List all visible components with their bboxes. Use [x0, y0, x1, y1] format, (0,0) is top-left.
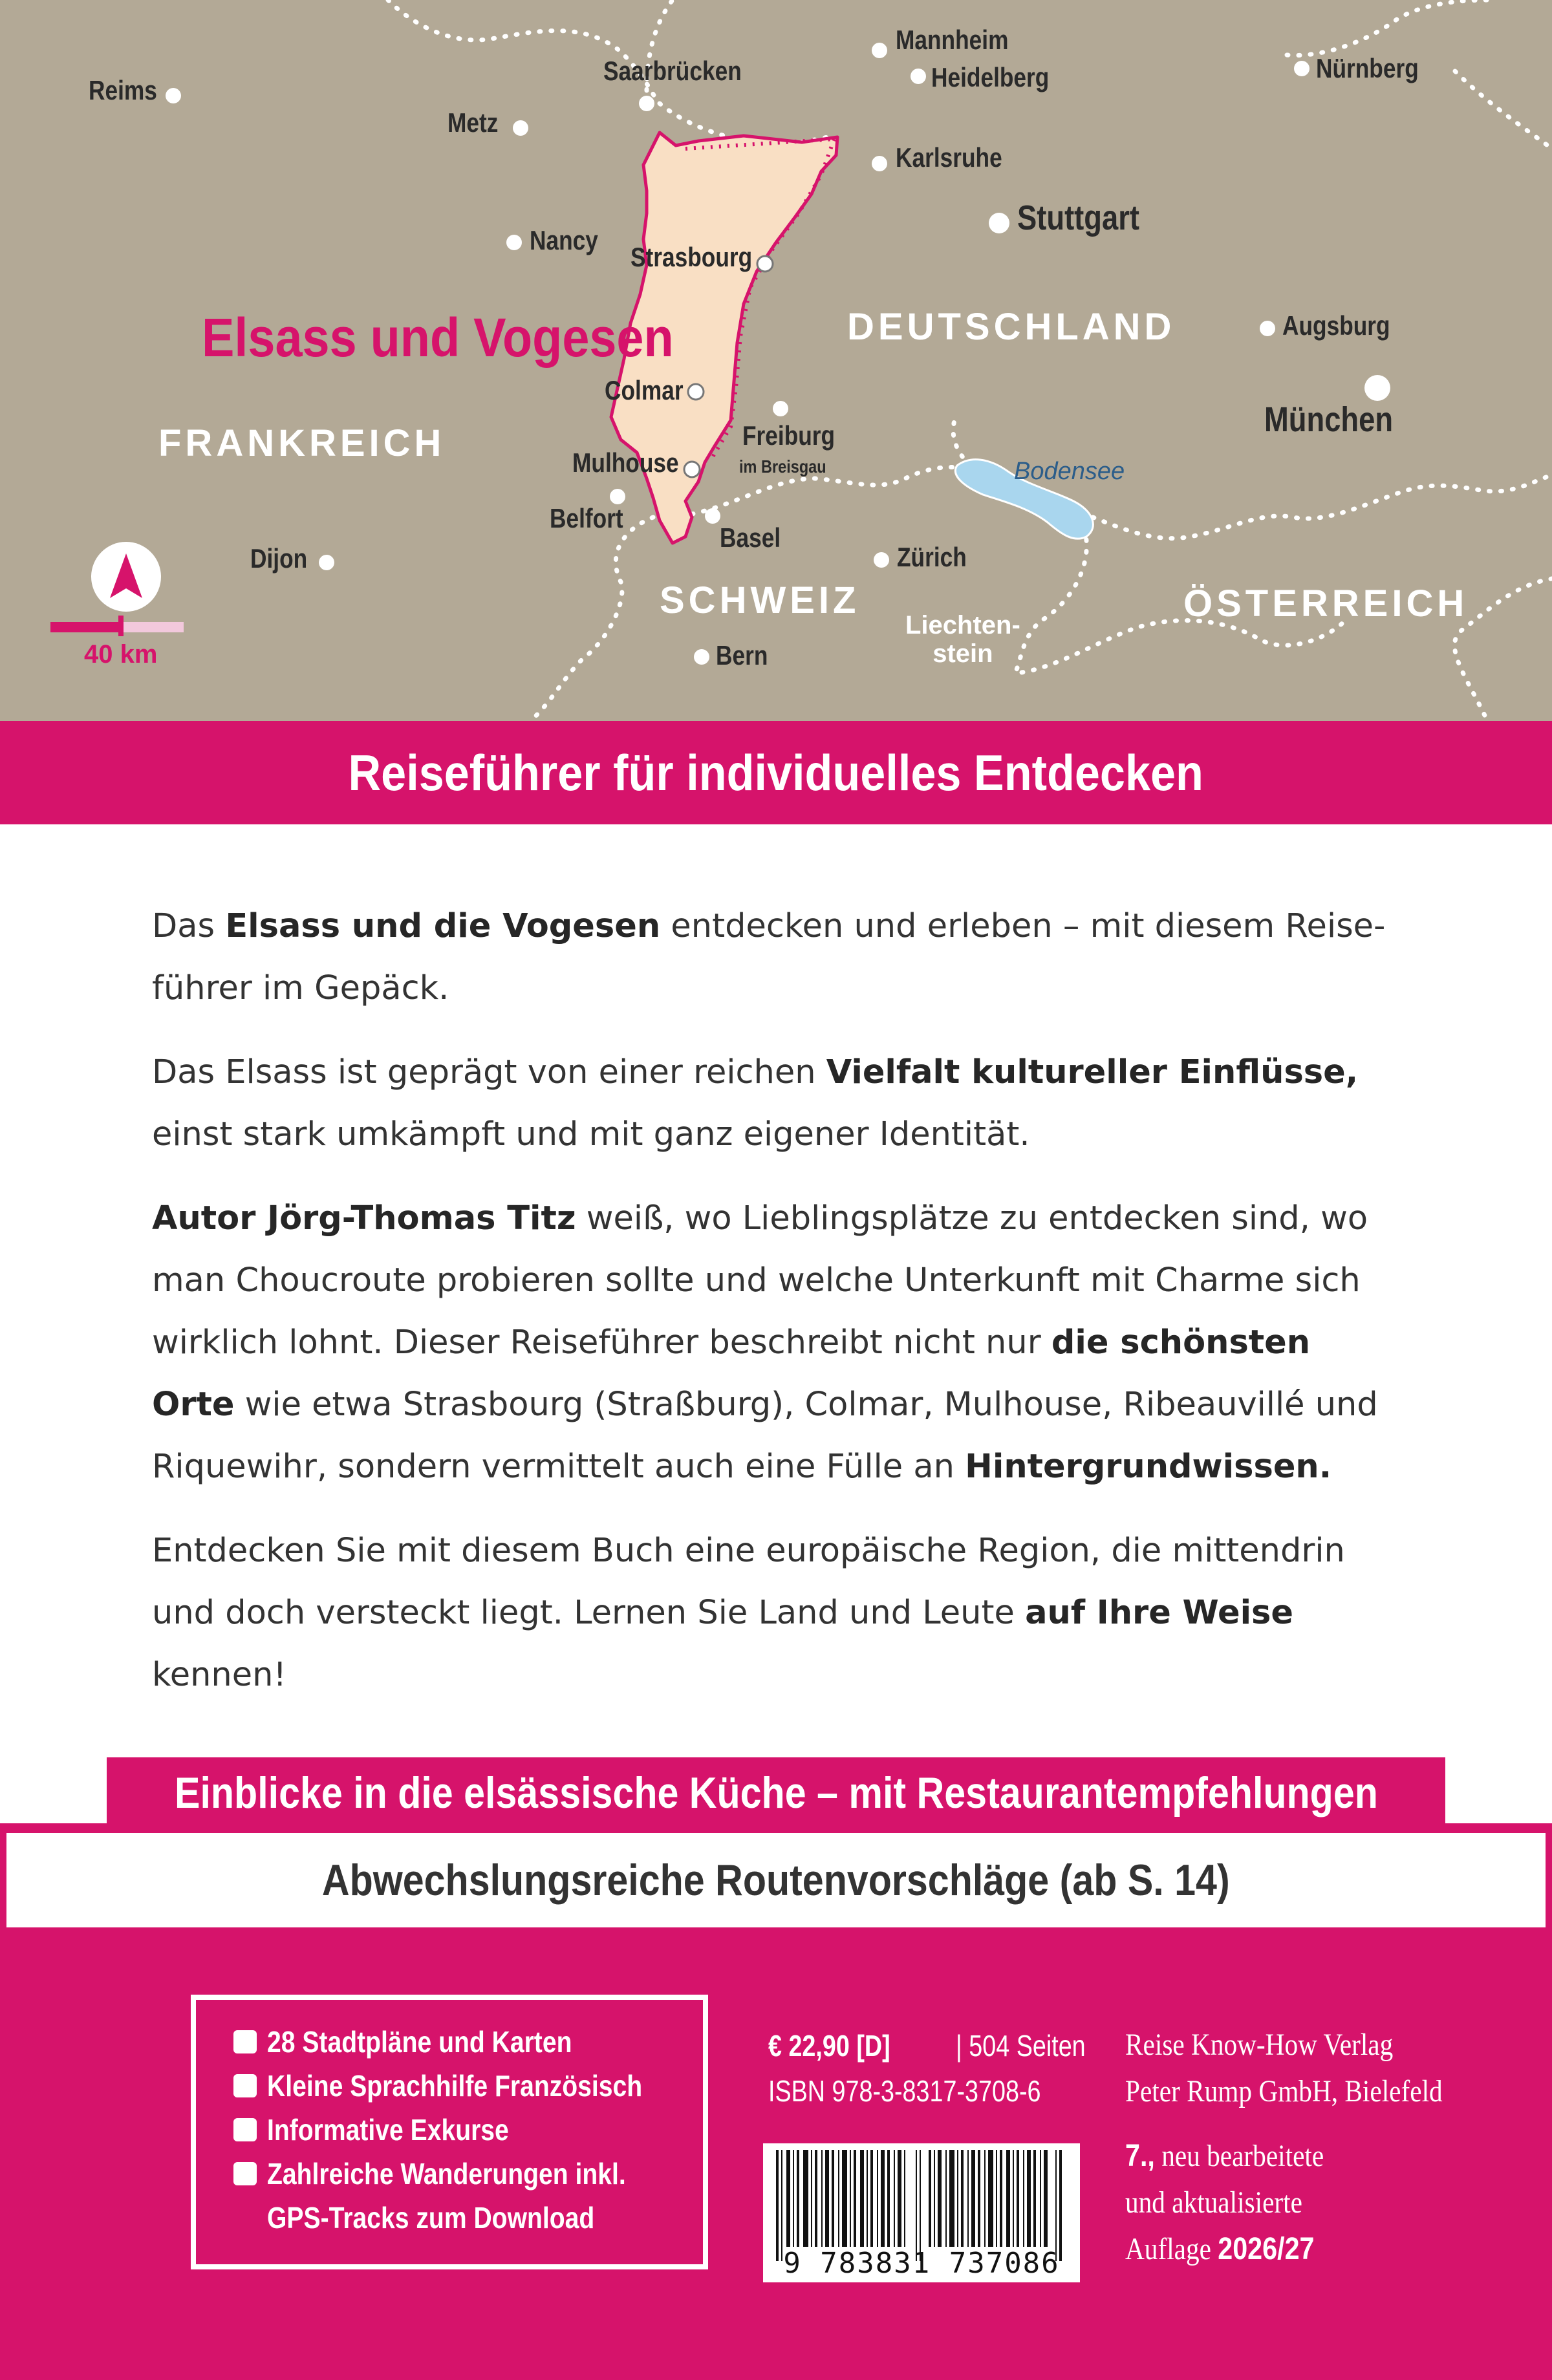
- city-label-reims: Reims: [89, 75, 157, 105]
- city-label-augsburg: Augsburg: [1282, 310, 1390, 341]
- p4-bold: auf Ihre Weise: [1025, 1594, 1293, 1632]
- p3-text-h: Riquewihr, sondern vermittelt auch eine Fülle an: [152, 1448, 965, 1486]
- p2-text-a: Das Elsass ist geprägt von einer reichen: [152, 1053, 826, 1091]
- p3-text-c: man Choucroute probieren sollte und welche Unterkunft mit Charme sich: [152, 1261, 1361, 1300]
- city-label-bern: Bern: [716, 640, 768, 670]
- city-label-freiburg: Freiburg: [742, 420, 835, 451]
- p2-text-c: einst stark umkämpft und mit ganz eigener Identität.: [152, 1115, 1030, 1153]
- isbn: ISBN 978-3-8317-3708-6: [768, 2074, 1041, 2108]
- country-label-frankreich: FRANKREICH: [158, 422, 446, 464]
- tagline-banner: [0, 721, 1552, 824]
- city-label-mannheim: Mannheim: [896, 25, 1009, 55]
- checklist-item: 28 Stadtpläne und Karten: [267, 2025, 572, 2059]
- checkbox-icon: [233, 2162, 257, 2185]
- p1-text-c: entdecken und erleben – mit diesem Reise-: [660, 907, 1386, 945]
- tagline-text: Reiseführer für individuelles Entdecken: [348, 744, 1204, 801]
- checkbox-icon: [233, 2030, 257, 2053]
- p1-bold: Elsass und die Vogesen: [225, 907, 661, 945]
- feature-checklist: [191, 1995, 708, 2269]
- liechtenstein-line-2: stein: [932, 639, 993, 668]
- lake-label: Bodensee: [1014, 458, 1125, 485]
- p3-text-b: weiß, wo Lieblingsplätze zu entdecken sind, wo: [576, 1199, 1368, 1238]
- region-title: Elsass und Vogesen: [202, 307, 674, 368]
- edition-number: 7.,: [1125, 2139, 1155, 2173]
- edition-line-2: und aktualisierte: [1125, 2185, 1302, 2220]
- p2-bold: Vielfalt kultureller Einflüsse,: [826, 1053, 1359, 1091]
- checklist-item: Informative Exkurse: [267, 2113, 509, 2147]
- p1-text-a: Das: [152, 907, 226, 945]
- edition-text: neu bearbeitete: [1154, 2139, 1324, 2173]
- p3-bold-f: Orte: [152, 1386, 235, 1424]
- liechtenstein-line-1: Liechten-: [905, 611, 1020, 639]
- feature-routes-bar: [6, 1833, 1546, 1927]
- country-label-deutschland: DEUTSCHLAND: [847, 306, 1176, 348]
- liechtenstein-label: [905, 611, 1020, 668]
- checklist-item: Kleine Sprachhilfe Französisch: [267, 2069, 643, 2103]
- publisher-name: Reise Know-How Verlag: [1125, 2028, 1394, 2062]
- feature-kitchen-text: Einblicke in die elsässische Küche – mit Restaurantempfehlungen: [174, 1768, 1378, 1817]
- publisher-address: Peter Rump GmbH, Bielefeld: [1125, 2074, 1443, 2108]
- description-text: [152, 895, 1400, 1728]
- page-count: | 504 Seiten: [956, 2029, 1086, 2063]
- city-label-belfort: Belfort: [550, 503, 623, 533]
- price: [768, 2028, 890, 2063]
- p4-text-d: kennen!: [152, 1656, 286, 1694]
- north-arrow-icon: [91, 542, 161, 612]
- scale-label: 40 km: [84, 640, 158, 669]
- city-label-mulhouse: Mulhouse: [572, 447, 679, 478]
- paragraph-4: [152, 1520, 1400, 1706]
- country-label-schweiz: SCHWEIZ: [660, 579, 860, 621]
- city-label-nuernberg: Nürnberg: [1316, 53, 1419, 83]
- region-map: [0, 0, 1552, 721]
- paragraph-3: [152, 1188, 1400, 1498]
- paragraph-2: [152, 1042, 1400, 1166]
- p3-text-d: wirklich lohnt. Dieser Reiseführer beschreibt nicht nur: [152, 1324, 1051, 1362]
- edition-line: [1125, 2138, 1324, 2174]
- city-label-metz: Metz: [447, 107, 499, 138]
- feature-kitchen-bar: [107, 1757, 1445, 1828]
- checkbox-icon: [233, 2074, 257, 2097]
- city-label-heidelberg: Heidelberg: [931, 62, 1050, 92]
- city-label-strasbourg: Strasbourg: [630, 242, 753, 272]
- paragraph-1: [152, 895, 1400, 1020]
- p4-text-b: und doch versteckt liegt. Lernen Sie Land und Leute: [152, 1594, 1026, 1632]
- edition-line-3: [1125, 2231, 1314, 2267]
- city-label-nancy: Nancy: [530, 225, 598, 255]
- city-label-basel: Basel: [720, 522, 781, 553]
- city-label-muenchen: München: [1264, 400, 1394, 439]
- p1-text-d: führer im Gepäck.: [152, 969, 449, 1007]
- p3-bold-i: Hintergrundwissen.: [965, 1448, 1332, 1486]
- city-label-karlsruhe: Karlsruhe: [896, 142, 1002, 173]
- city-label-stuttgart: Stuttgart: [1017, 198, 1139, 237]
- feature-routes-text: Abwechslungsreiche Routenvorschläge (ab S. 14): [322, 1856, 1230, 1905]
- city-label-breisgau: im Breisgau: [739, 456, 826, 477]
- checklist-item-continued: GPS-Tracks zum Download: [267, 2201, 595, 2235]
- country-label-oesterreich: ÖSTERREICH: [1183, 583, 1469, 625]
- city-label-dijon: Dijon: [250, 543, 308, 574]
- edition-auflage: Auflage: [1125, 2232, 1218, 2266]
- scale-bar: [50, 616, 184, 636]
- checkbox-icon: [233, 2118, 257, 2141]
- p3-text-g: wie etwa Strasbourg (Straßburg), Colmar, Mulhouse, Ribeauvillé und: [234, 1386, 1378, 1424]
- p3-author: Autor Jörg-Thomas Titz: [152, 1199, 576, 1238]
- price-value: € 22,90 [D]: [768, 2029, 890, 2063]
- city-label-saarbruecken: Saarbrücken: [603, 56, 742, 86]
- p4-text-a: Entdecken Sie mit diesem Buch eine europäische Region, die mittendrin: [152, 1532, 1345, 1570]
- p3-bold-e: die schönsten: [1051, 1324, 1311, 1362]
- city-label-colmar: Colmar: [605, 375, 684, 405]
- city-label-zuerich: Zürich: [897, 542, 967, 572]
- barcode-number: 9 783831 737086: [783, 2247, 1060, 2280]
- edition-year: 2026/27: [1218, 2232, 1315, 2266]
- checklist-item: Zahlreiche Wanderungen inkl.: [267, 2157, 626, 2191]
